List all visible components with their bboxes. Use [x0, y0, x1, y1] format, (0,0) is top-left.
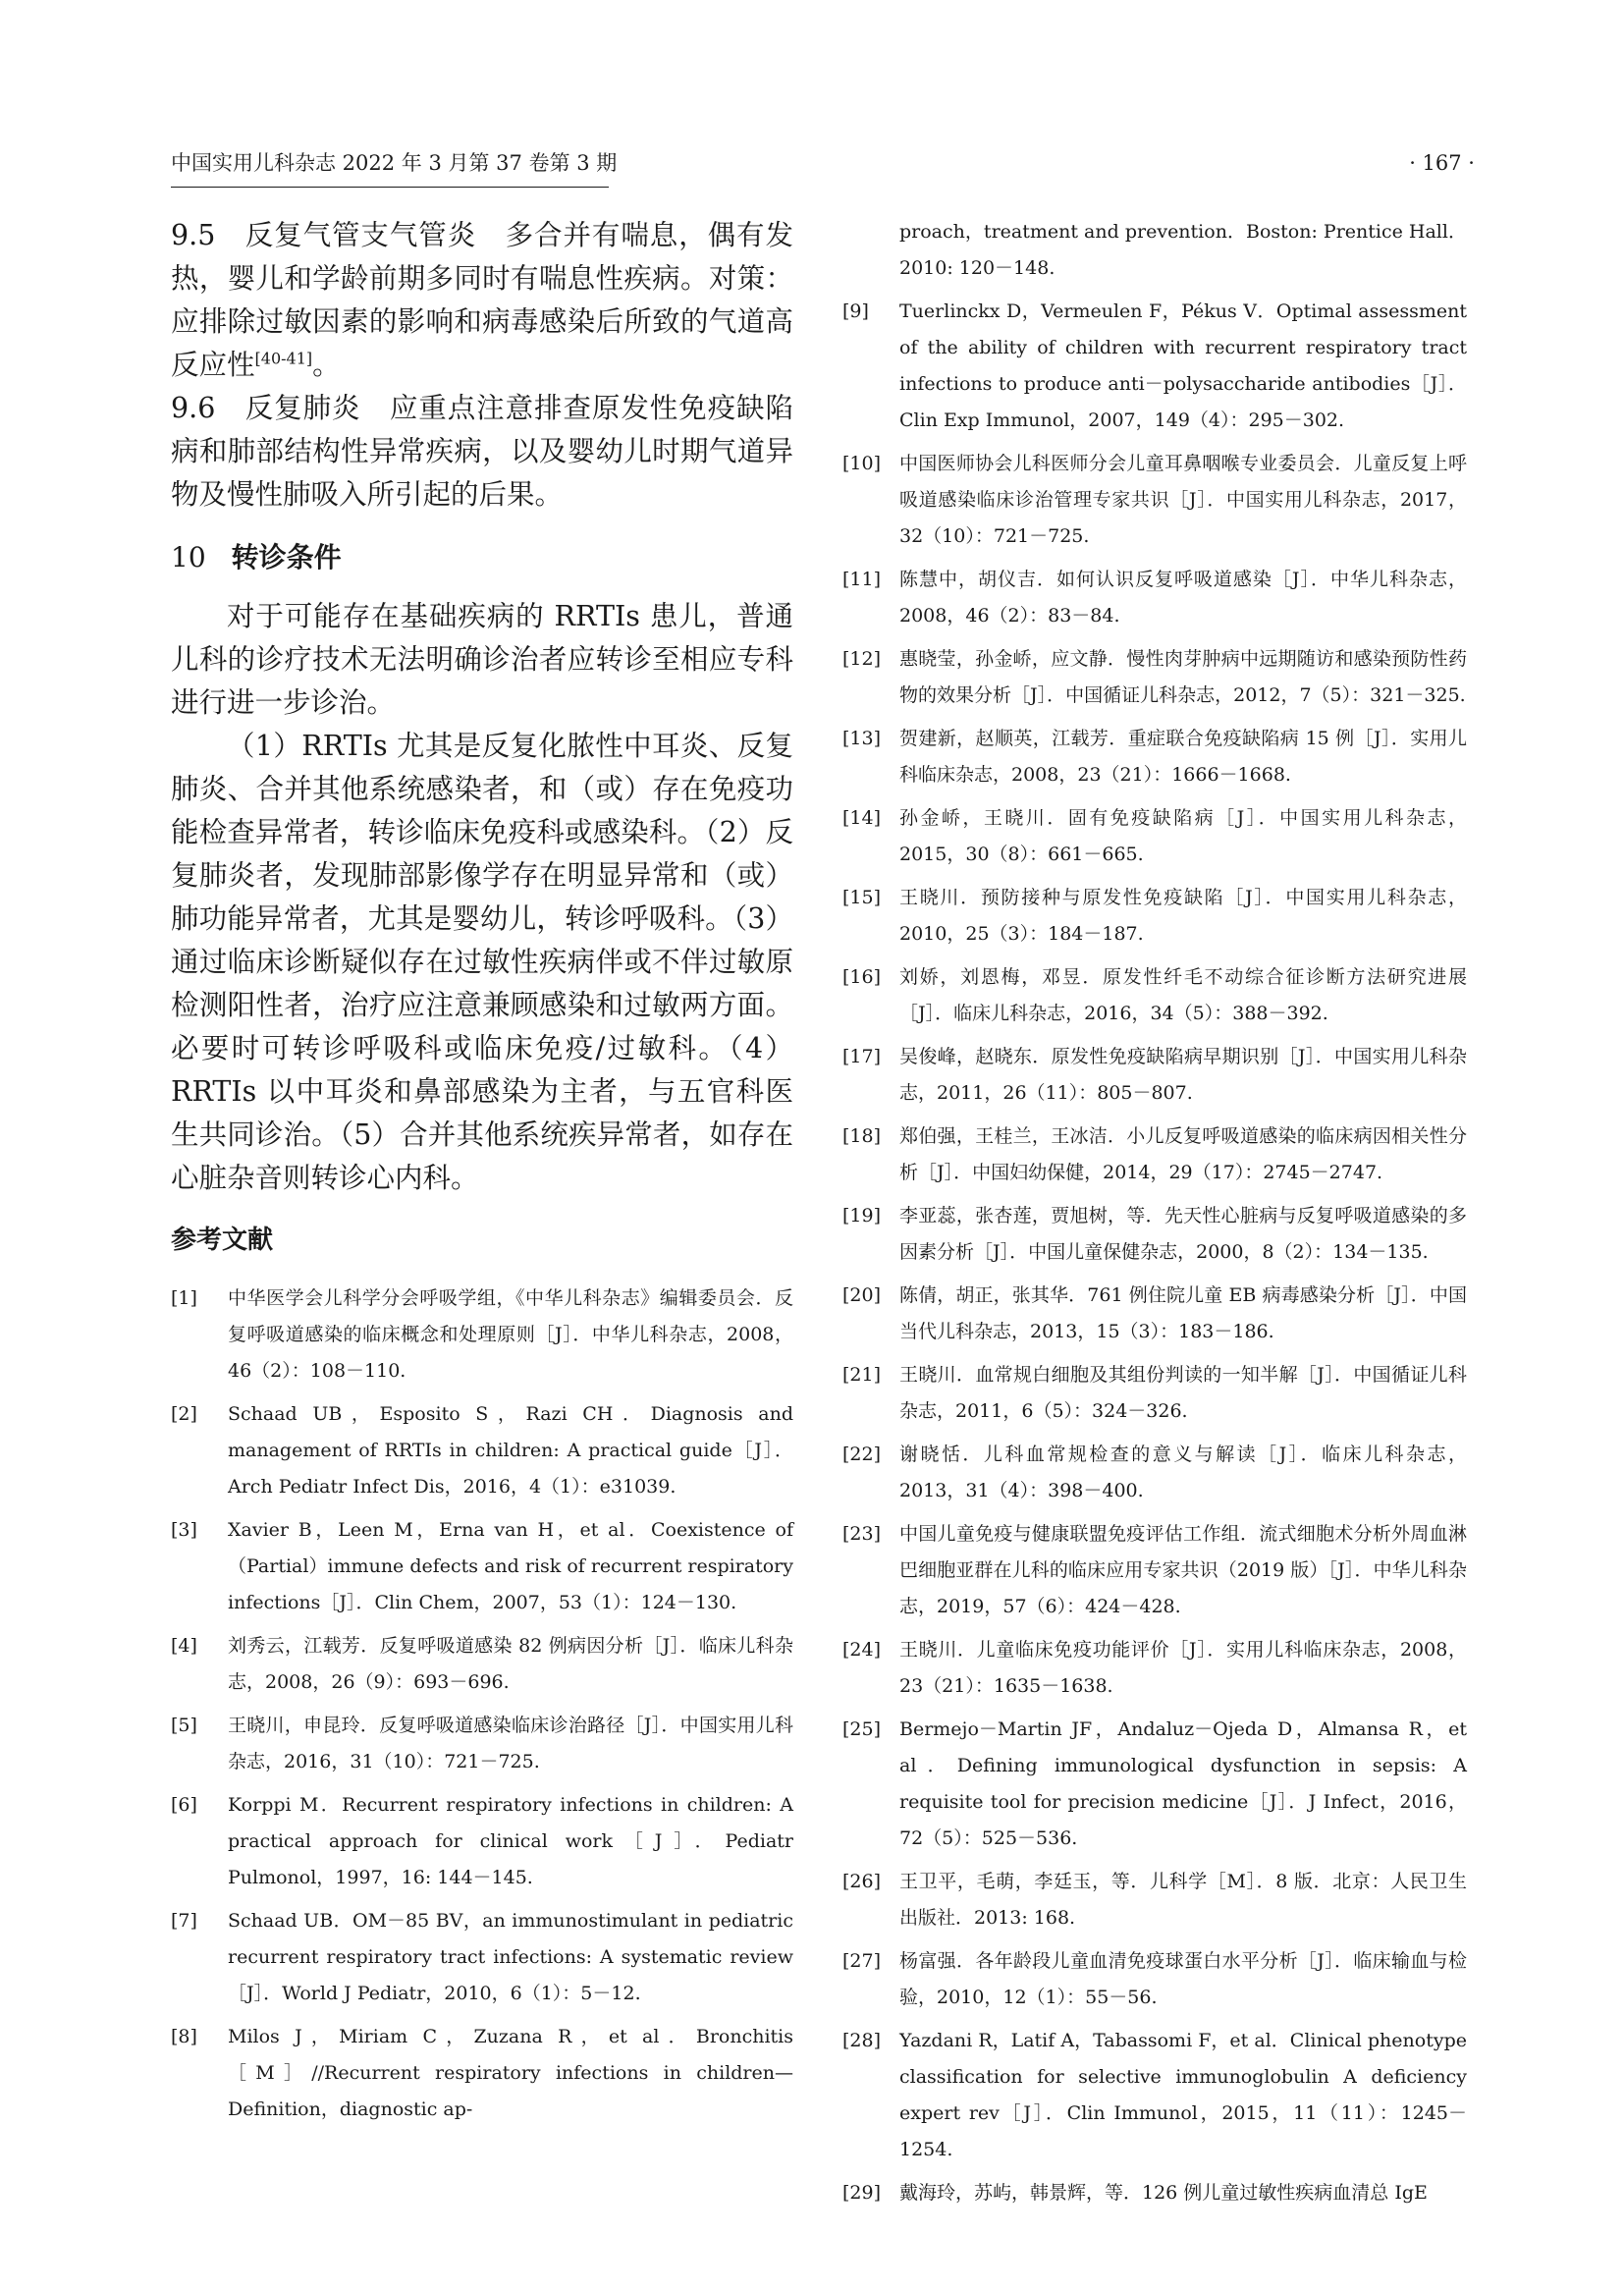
page-number: · 167 · — [1409, 151, 1475, 175]
reference-number: [28] — [842, 2030, 882, 2051]
reference-item — [842, 446, 1467, 555]
reference-text: proach，treatment and prevention．Boston: Prentice Hall．2010: 120－148. — [899, 221, 1467, 279]
paragraph-text: 多合并有喘息，偶有发热，婴儿和学龄前期多同时有喘息性疾病。对策：应排除过敏因素的影响和病毒感染后所致的气道高反应性 — [171, 219, 793, 381]
reference-item — [171, 1396, 793, 1505]
reference-number: [4] — [171, 1635, 197, 1657]
reference-number: [20] — [842, 1284, 882, 1306]
reference-text: Xavier B，Leen M，Erna van H，et al．Coexistence of（Partial）immune defects and risk of recurrent respiratory infections［J］．Clin Chem，2007，53（1）：124－130. — [228, 1519, 793, 1613]
reference-text: 孙金峤，王晓川．固有免疫缺陷病［J］．中国实用儿科杂志，2015，30（8）：661－665. — [899, 807, 1467, 865]
reference-text: 中国医师协会儿科医师分会儿童耳鼻咽喉专业委员会．儿童反复上呼吸道感染临床诊治管理专家共识［J］．中国实用儿科杂志，2017，32（10）：721－725. — [899, 453, 1467, 547]
reference-text: 贺建新，赵顺英，江载芳．重症联合免疫缺陷病 15 例［J］．实用儿科临床杂志，2008，23（21）：1666－1668. — [899, 728, 1467, 786]
reference-text: 王晓川．儿童临床免疫功能评价［J］．实用儿科临床杂志，2008，23（21）：1635－1638. — [899, 1639, 1467, 1697]
reference-item — [171, 1512, 793, 1621]
reference-number: [27] — [842, 1950, 882, 1972]
reference-text: 王卫平，毛萌，李廷玉，等．儿科学［M］．8 版．北京：人民卫生出版社．2013: 168. — [899, 1871, 1467, 1929]
reference-item — [842, 959, 1467, 1032]
reference-item — [842, 1632, 1467, 1705]
reference-text: 李亚蕊，张杏莲，贾旭树，等．先天性心脏病与反复呼吸道感染的多因素分析［J］．中国儿童保健杂志，2000，8（2）：134－135. — [899, 1205, 1467, 1263]
paragraph-10-body: （1）RRTIs 尤其是反复化脓性中耳炎、反复肺炎、合并其他系统感染者，和（或）存在免疫功能检查异常者，转诊临床免疫科或感染科。（2）反复肺炎者，发现肺部影像学存在明显异常和（或）肺功能异常者，尤其是婴幼儿，转诊呼吸科。（3）通过临床诊断疑似存在过敏性疾病伴或不伴过敏原检测阳性者，治疗应注意兼顾感染和过敏两方面。必要时可转诊呼吸科或临床免疫/过敏科。（4）RRTIs 以中耳炎和鼻部感染为主者，与五官科医生共同诊治。（5）合并其他系统疾异常者，如存在心脏杂音则转诊心内科。 — [171, 730, 793, 1194]
reference-item — [842, 1712, 1467, 1857]
reference-item — [842, 1357, 1467, 1430]
reference-number: [12] — [842, 648, 882, 670]
reference-number: [11] — [842, 569, 882, 590]
section-title-text: 转诊条件 — [231, 541, 342, 573]
reference-number: [26] — [842, 1871, 882, 1892]
reference-item — [842, 1437, 1467, 1509]
paragraph-10-intro: 对于可能存在基础疾病的 RRTIs 患儿，普通儿科的诊疗技术无法明确诊治者应转诊至相应专科进行进一步诊治。 — [171, 600, 793, 719]
left-column — [171, 214, 793, 2135]
reference-text: Bermejo－Martin JF，Andaluz－Ojeda D，Almansa R，et al．Defining immunological dysfunction in sepsis: A requisite tool for precision medicine［J］．J Infect，2016，72（5）：525－536. — [899, 1718, 1467, 1849]
reference-item — [842, 1039, 1467, 1112]
reference-text: 吴俊峰，赵晓东．原发性免疫缺陷病早期识别［J］．中国实用儿科杂志，2011，26（11）：805－807. — [899, 1046, 1467, 1104]
reference-item — [842, 1118, 1467, 1191]
reference-number: [17] — [842, 1046, 882, 1067]
references-title: 参考文献 — [171, 1226, 274, 1255]
paragraph-9-5 — [171, 214, 793, 387]
reference-text: 刘娇，刘恩梅，邓昱．原发性纤毛不动综合征诊断方法研究进展［J］．临床儿科杂志，2016，34（5）：388－392. — [899, 966, 1467, 1024]
reference-item — [171, 1281, 793, 1390]
section-label: 9.5 — [171, 219, 216, 251]
reference-text: 谢晓恬．儿科血常规检查的意义与解读［J］．临床儿科杂志，2013，31（4）：398－400. — [899, 1444, 1467, 1501]
reference-number: [5] — [171, 1715, 197, 1736]
reference-number: [2] — [171, 1403, 197, 1425]
section-label: 9.6 — [171, 392, 216, 424]
reference-continuation — [899, 214, 1467, 287]
reference-item — [842, 2175, 1467, 2211]
reference-number: [9] — [842, 300, 869, 322]
reference-text: 陈慧中，胡仪吉．如何认识反复呼吸道感染［J］．中华儿科杂志，2008，46（2）：83－84. — [899, 569, 1467, 627]
reference-number: [23] — [842, 1523, 882, 1545]
reference-number: [6] — [171, 1794, 197, 1816]
citation: [40-41] — [254, 349, 313, 368]
reference-item — [842, 1864, 1467, 1936]
reference-number: [24] — [842, 1639, 882, 1661]
reference-item — [842, 641, 1467, 714]
reference-number: [13] — [842, 728, 882, 749]
reference-item — [171, 1787, 793, 1896]
reference-number: [22] — [842, 1444, 882, 1465]
section-10-title — [171, 536, 793, 579]
reference-number: [1] — [171, 1287, 197, 1309]
reference-text: 王晓川．预防接种与原发性免疫缺陷［J］．中国实用儿科杂志，2010，25（3）：184－187. — [899, 887, 1467, 945]
header-rule — [171, 187, 609, 188]
reference-number: [18] — [842, 1125, 882, 1147]
reference-number: [19] — [842, 1205, 882, 1226]
reference-item — [842, 2023, 1467, 2168]
reference-item — [842, 880, 1467, 953]
reference-item — [842, 1516, 1467, 1625]
reference-number: [15] — [842, 887, 882, 908]
reference-text: 中华医学会儿科学分会呼吸学组，《中华儿科杂志》编辑委员会．反复呼吸道感染的临床概念和处理原则［J］．中华儿科杂志，2008，46（2）：108－110. — [228, 1287, 793, 1382]
reference-number: [25] — [842, 1718, 882, 1740]
reference-item — [171, 1628, 793, 1701]
reference-text: Korppi M．Recurrent respiratory infections in children: A practical approach for clinical work［J］．Pediatr Pulmonol，1997，16: 144－145. — [228, 1794, 793, 1888]
reference-text: 中国儿童免疫与健康联盟免疫评估工作组．流式细胞术分析外周血淋巴细胞亚群在儿科的临床应用专家共识（2019 版）［J］．中华儿科杂志，2019，57（6）：424－428. — [899, 1523, 1467, 1617]
reference-text: Schaad UB．OM－85 BV，an immunostimulant in pediatric recurrent respiratory tract infections: A systematic review［J］．World J Pediatr，2010，6（1）：5－12. — [228, 1910, 793, 2004]
reference-item — [842, 721, 1467, 793]
reference-list-left — [171, 1281, 793, 2128]
reference-text: 郑伯强，王桂兰，王冰洁．小儿反复呼吸道感染的临床病因相关性分析［J］．中国妇幼保健，2014，29（17）：2745－2747. — [899, 1125, 1467, 1183]
reference-text: Milos J，Miriam C，Zuzana R，et al．Bronchitis［M］//Recurrent respiratory infections in children—Definition，diagnostic ap- — [228, 2026, 793, 2120]
reference-item — [842, 1943, 1467, 2016]
reference-item — [842, 562, 1467, 634]
reference-number: [7] — [171, 1910, 197, 1932]
paragraph-end: 。 — [312, 349, 341, 381]
reference-text: 惠晓莹，孙金峤，应文静．慢性肉芽肿病中远期随访和感染预防性药物的效果分析［J］．中国循证儿科杂志，2012，7（5）：321－325. — [899, 648, 1467, 706]
reference-number: [3] — [171, 1519, 197, 1541]
paragraph-text: 应重点注意排查原发性免疫缺陷病和肺部结构性异常疾病，以及婴幼儿时期气道异物及慢性肺吸入所引起的后果。 — [171, 392, 793, 511]
right-column — [842, 214, 1467, 2218]
reference-item — [842, 294, 1467, 439]
reference-number: [8] — [171, 2026, 197, 2047]
reference-number: [14] — [842, 807, 882, 829]
reference-text: 杨富强．各年龄段儿童血清免疫球蛋白水平分析［J］．临床输血与检验，2010，12（1）：55－56. — [899, 1950, 1467, 2008]
section-number: 10 — [171, 541, 206, 573]
subsection-heading: 反复气管支气管炎 — [244, 219, 477, 251]
reference-item — [842, 800, 1467, 873]
journal-header: 中国实用儿科杂志 2022 年 3 月第 37 卷第 3 期 — [171, 151, 618, 175]
reference-text: Tuerlinckx D，Vermeulen F，Pékus V．Optimal assessment of the ability of children with recurrent respiratory tract infections to produce anti－polysaccharide antibodies［J］．Clin Exp Immunol，2007，149（4）：295－302. — [899, 300, 1467, 431]
reference-text: Schaad UB，Esposito S，Razi CH．Diagnosis and management of RRTIs in children: A practical guide［J］．Arch Pediatr Infect Dis，2016，4（1）：e31039. — [228, 1403, 793, 1498]
reference-item — [171, 2019, 793, 2128]
paragraph-9-6 — [171, 387, 793, 517]
reference-text: 戴海玲，苏屿，韩景辉，等．126 例儿童过敏性疾病血清总 IgE — [899, 2182, 1428, 2204]
reference-list-right — [842, 294, 1467, 2211]
reference-text: 陈倩，胡正，张其华．761 例住院儿童 EB 病毒感染分析［J］．中国当代儿科杂志，2013，15（3）：183－186. — [899, 1284, 1467, 1342]
reference-text: 王晓川．血常规白细胞及其组份判读的一知半解［J］．中国循证儿科杂志，2011，6（5）：324－326. — [899, 1364, 1467, 1422]
reference-item — [171, 1708, 793, 1780]
reference-item — [171, 1903, 793, 2012]
reference-item — [842, 1198, 1467, 1271]
subsection-heading: 反复肺炎 — [244, 392, 361, 424]
reference-number: [29] — [842, 2182, 882, 2204]
reference-text: 刘秀云，江载芳．反复呼吸道感染 82 例病因分析［J］．临床儿科杂志，2008，26（9）：693－696. — [228, 1635, 793, 1693]
reference-number: [10] — [842, 453, 882, 474]
reference-number: [16] — [842, 966, 882, 988]
reference-number: [21] — [842, 1364, 882, 1386]
reference-item — [842, 1278, 1467, 1350]
reference-text: Yazdani R，Latif A，Tabassomi F，et al．Clinical phenotype classification for selective immunoglobulin A deficiency expert rev［J］．Clin Immunol，2015，11（11）：1245－1254. — [899, 2030, 1467, 2160]
reference-text: 王晓川，申昆玲．反复呼吸道感染临床诊治路径［J］．中国实用儿科杂志，2016，31（10）：721－725. — [228, 1715, 793, 1772]
